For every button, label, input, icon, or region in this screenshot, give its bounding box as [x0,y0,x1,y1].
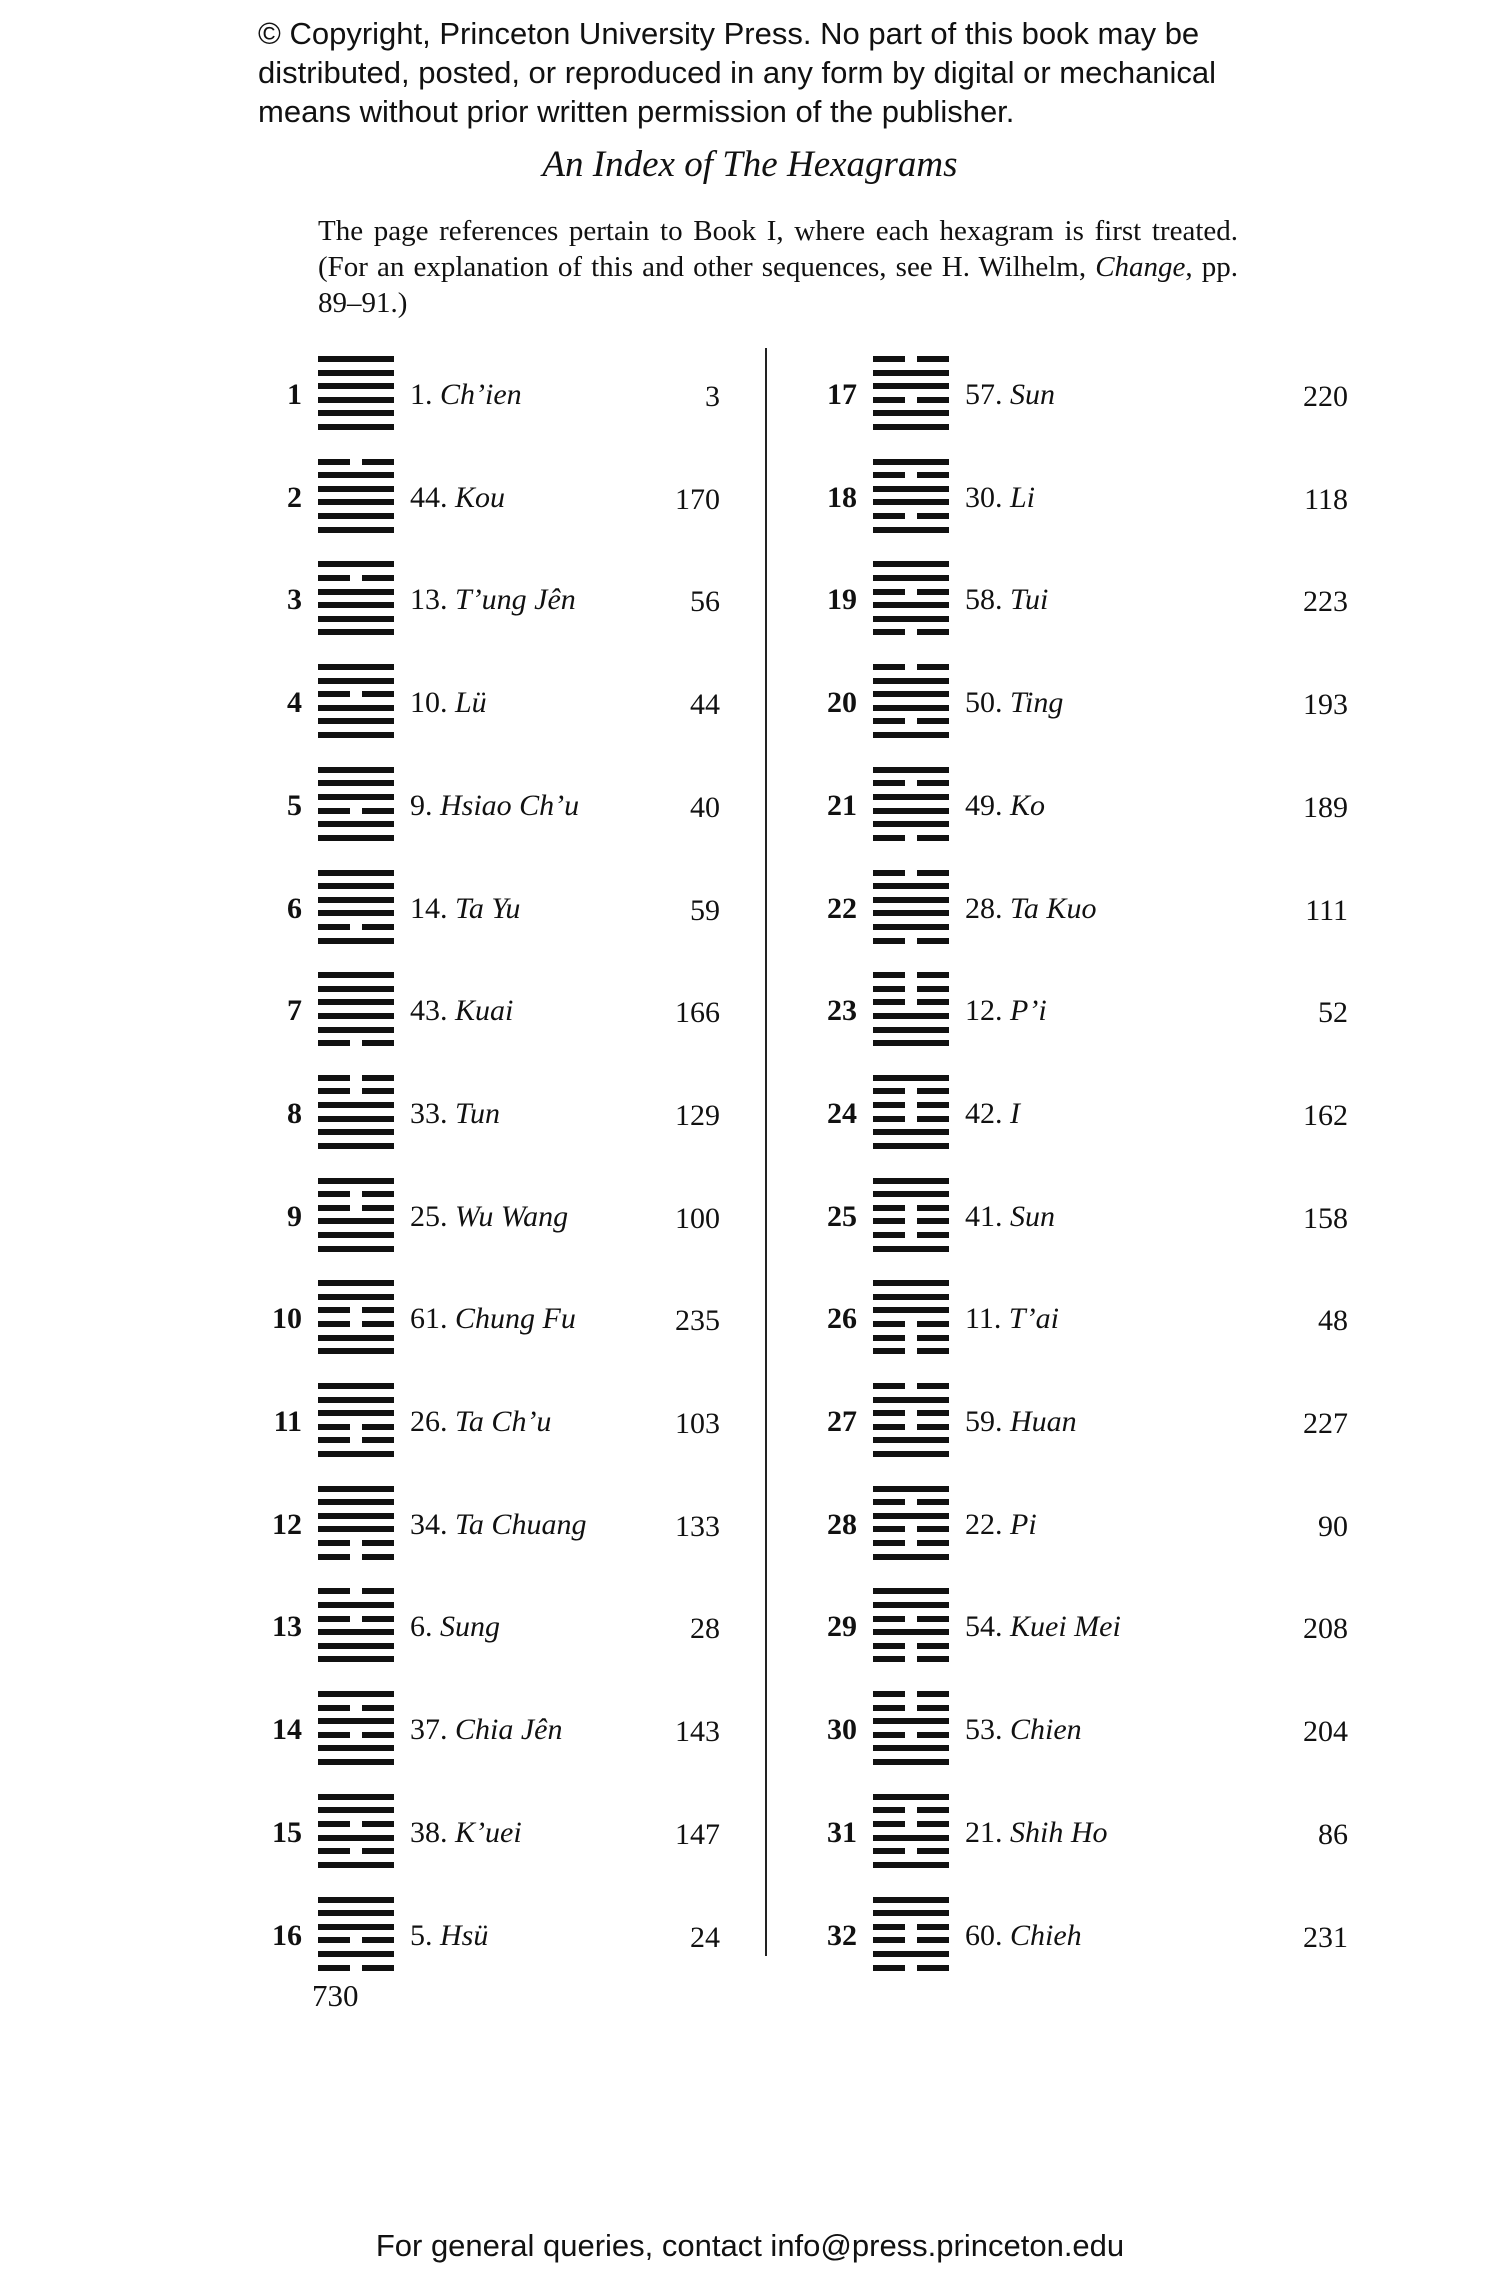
solid-line [873,1951,949,1957]
solid-line [873,1486,949,1492]
broken-line [873,1821,949,1827]
hexagram-icon [873,561,949,635]
solid-line [873,370,949,376]
hexagram-title: Chien [1010,1713,1082,1747]
hexagram-row [0,1788,1500,1878]
page-reference: 133 [675,1509,720,1543]
hexagram-title: Pi [1010,1507,1037,1541]
hexagram-title: Li [1010,480,1036,514]
solid-line [873,486,949,492]
hexagram-icon [873,767,949,841]
hexagram-icon [873,1486,949,1560]
solid-line [873,575,949,581]
hexagram-index: 27 [827,1405,857,1438]
broken-line [873,1965,949,1971]
solid-line [873,1513,949,1519]
solid-line [873,1143,949,1149]
hexagram-title: Ting [1010,686,1064,720]
solid-line [873,794,949,800]
hexagram-icon [873,972,949,1046]
hexagram-name [965,1097,1020,1131]
solid-line [873,1040,949,1046]
solid-line [873,561,949,567]
page-reference: 118 [1304,482,1348,516]
hexagram-title: I [1010,1096,1020,1130]
wilhelm-sequence-number: 26. [410,1405,448,1438]
copyright-line-2: distributed, posted, or reproduced in any form by digital or mechanical [258,55,1217,90]
broken-line [873,1383,949,1389]
hexagram-index: 8 [287,1096,302,1130]
wilhelm-sequence-number: 43. [410,994,448,1028]
page-reference: 189 [1303,790,1348,824]
page-reference: 220 [1303,380,1348,413]
solid-line [873,1129,949,1135]
solid-line [873,1280,949,1286]
solid-line [873,527,949,533]
page-reference: 100 [675,1201,720,1235]
hexagram-name [965,378,1055,412]
wilhelm-sequence-number: 49. [965,788,1003,822]
hexagram-index: 15 [272,1815,302,1849]
broken-line [873,1424,949,1430]
hexagram-index: 30 [827,1713,857,1747]
page-reference: 204 [1303,1715,1348,1749]
hexagram-title: Sung [440,1610,500,1644]
solid-line [873,1246,949,1252]
hexagram-title: Sun [1010,1199,1055,1233]
broken-line [873,1348,949,1354]
solid-line [873,691,949,697]
solid-line [873,616,949,622]
broken-line [873,397,949,403]
page-reference: 231 [1303,1920,1348,1954]
hexagram-index: 10 [272,1302,302,1336]
solid-line [873,897,949,903]
wilhelm-sequence-number: 10. [410,686,448,720]
hexagram-index: 18 [827,480,857,514]
hexagram-name [965,1919,1082,1953]
page-reference: 162 [1303,1098,1348,1132]
hexagram-icon [873,1383,949,1457]
page-reference: 48 [1318,1304,1348,1338]
hexagram-title: Tun [455,1096,501,1130]
hexagram-title: Ch’ien [440,378,522,411]
broken-line [873,1232,949,1238]
page-reference: 59 [690,893,720,927]
broken-line [873,1321,949,1327]
hexagram-name [965,583,1048,617]
broken-line [873,1116,949,1122]
hexagram-title: K’uei [455,1815,522,1849]
page-reference: 147 [675,1817,720,1851]
page-title: An Index of The Hexagrams [542,144,958,185]
page-reference: 227 [1303,1407,1348,1440]
broken-line [873,1732,949,1738]
solid-line [873,1759,949,1765]
broken-line [873,513,949,519]
page-reference: 193 [1303,688,1348,722]
wilhelm-sequence-number: 38. [410,1815,448,1849]
hexagram-title: Ta Chuang [455,1507,587,1541]
hexagram-title: Tui [1010,583,1049,617]
page-reference: 3 [705,380,720,413]
broken-line [873,1410,949,1416]
solid-line [873,705,949,711]
hexagram-index: 9 [287,1199,302,1233]
hexagram-row [0,966,1500,1056]
hexagram-title: Kuai [455,994,514,1028]
broken-line [873,1937,949,1943]
hexagram-index: 31 [827,1815,857,1849]
hexagram-index: 32 [827,1918,857,1952]
hexagram-row [0,1685,1500,1775]
broken-line [873,1335,949,1341]
hexagram-icon [873,1075,949,1149]
hexagram-index: 19 [827,583,857,617]
broken-line [873,1691,949,1697]
broken-line [873,472,949,478]
hexagram-name [965,1302,1059,1336]
hexagram-index: 17 [827,378,857,411]
solid-line [873,1437,949,1443]
hexagram-row [0,1172,1500,1262]
hexagram-title: Wu Wang [455,1199,569,1233]
solid-line [873,883,949,889]
wilhelm-sequence-number: 58. [965,583,1003,617]
page-reference: 40 [690,790,720,824]
hexagram-index: 12 [272,1507,302,1541]
solid-line [873,499,949,505]
hexagram-icon [873,1280,949,1354]
wilhelm-sequence-number: 42. [965,1096,1003,1130]
copyright-line-1: © Copyright, Princeton University Press. No part of this book may be [258,16,1200,51]
wilhelm-sequence-number: 44. [410,480,448,514]
hexagram-title: P’i [1010,994,1047,1028]
page-reference: 44 [690,688,720,722]
solid-line [873,1745,949,1751]
intro-text-1: The page references pertain to Book I, where each hexagram is first treated. (For an explanation of this and other sequences, see H. Wilhelm, [318,215,1238,283]
hexagram-title: Kou [455,480,506,514]
hexagram-name [965,1713,1082,1747]
page-reference: 170 [675,482,720,516]
page-reference: 166 [675,996,720,1030]
hexagram-index: 13 [272,1610,302,1644]
hexagram-title: Chung Fu [455,1302,576,1336]
solid-line [873,1794,949,1800]
hexagram-title: T’ai [1008,1302,1059,1336]
hexagram-title: Ta Ch’u [455,1405,552,1438]
hexagram-name [965,789,1045,823]
hexagram-index: 26 [827,1302,857,1336]
solid-line [873,767,949,773]
wilhelm-sequence-number: 33. [410,1096,448,1130]
intro-italic: Change [1095,251,1186,283]
solid-line [873,910,949,916]
wilhelm-sequence-number: 6. [410,1610,433,1644]
hexagram-index: 1 [287,378,302,411]
hexagram-index: 4 [287,686,302,720]
hexagram-title: Sun [1010,378,1055,411]
hexagram-index: 5 [287,788,302,822]
intro-paragraph [318,213,1238,321]
broken-line [873,1218,949,1224]
footer-contact: For general queries, contact info@press.princeton.edu [375,2228,1125,2263]
broken-line [873,986,949,992]
broken-line [873,835,949,841]
hexagram-row [0,1377,1500,1467]
wilhelm-sequence-number: 54. [965,1610,1003,1644]
hexagram-title: Hsiao Ch’u [440,788,580,822]
hexagram-name [965,1405,1077,1439]
hexagram-name [965,1508,1037,1542]
hexagram-title: Ta Yu [455,891,521,925]
hexagram-icon [873,664,949,738]
hexagram-name [965,994,1047,1028]
hexagram-title: T’ung Jên [455,583,576,617]
solid-line [873,1862,949,1868]
solid-line [873,424,949,430]
solid-line [873,1294,949,1300]
wilhelm-sequence-number: 30. [965,480,1003,514]
hexagram-index: 28 [827,1507,857,1541]
wilhelm-sequence-number: 9. [410,788,433,822]
wilhelm-sequence-number: 11. [965,1302,1002,1336]
solid-line [873,1602,949,1608]
page-reference: 223 [1303,585,1348,619]
broken-line [873,972,949,978]
hexagram-index: 29 [827,1610,857,1644]
hexagram-row [0,761,1500,851]
broken-line [873,1540,949,1546]
solid-line [873,924,949,930]
page-reference: 129 [675,1098,720,1132]
broken-line [873,1088,949,1094]
hexagram-row [0,1891,1500,1981]
broken-line [873,1616,949,1622]
hexagram-icon [873,356,949,430]
broken-line [873,1807,949,1813]
page-reference: 86 [1318,1817,1348,1851]
hexagram-row [0,658,1500,748]
solid-line [873,1027,949,1033]
hexagram-title: Ko [1010,788,1046,822]
solid-line [873,1897,949,1903]
broken-line [873,1924,949,1930]
solid-line [873,1075,949,1081]
hexagram-icon [873,1588,949,1662]
page-reference: 158 [1303,1201,1348,1235]
wilhelm-sequence-number: 53. [965,1713,1003,1747]
broken-line [873,1643,949,1649]
solid-line [873,602,949,608]
solid-line [873,1718,949,1724]
solid-line [873,821,949,827]
hexagram-name [965,1200,1055,1234]
broken-line [873,589,949,595]
wilhelm-sequence-number: 22. [965,1507,1003,1541]
hexagram-index: 21 [827,788,857,822]
wilhelm-sequence-number: 1. [410,378,433,411]
hexagram-title: Chia Jên [455,1713,563,1747]
solid-line [873,383,949,389]
hexagram-icon [873,1691,949,1765]
hexagram-index: 11 [273,1405,302,1438]
hexagram-row [0,350,1500,440]
broken-line [873,780,949,786]
solid-line [873,732,949,738]
hexagram-index: 7 [287,994,302,1028]
solid-line [873,678,949,684]
wilhelm-sequence-number: 28. [965,891,1003,925]
wilhelm-sequence-number: 37. [410,1713,448,1747]
hexagram-icon [873,459,949,533]
hexagram-name [965,1816,1108,1850]
hexagram-index: 16 [272,1918,302,1952]
solid-line [873,1629,949,1635]
hexagram-index: 3 [287,583,302,617]
broken-line [873,1848,949,1854]
hexagram-title: Hsü [440,1918,489,1952]
hexagram-name [965,686,1063,720]
hexagram-index: 20 [827,686,857,720]
wilhelm-sequence-number: 21. [965,1815,1003,1849]
hexagram-index: 23 [827,994,857,1028]
broken-line [873,1656,949,1662]
solid-line [873,1588,949,1594]
wilhelm-sequence-number: 25. [410,1199,448,1233]
solid-line [873,1191,949,1197]
wilhelm-sequence-number: 5. [410,1918,433,1952]
broken-line [873,1102,949,1108]
hexagram-index: 24 [827,1096,857,1130]
page-reference: 24 [690,1920,720,1954]
hexagram-icon [873,870,949,944]
hexagram-row [0,1480,1500,1570]
solid-line [873,1307,949,1313]
page-reference: 208 [1303,1612,1348,1646]
wilhelm-sequence-number: 34. [410,1507,448,1541]
broken-line [873,1499,949,1505]
hexagram-name [965,481,1035,515]
broken-line [873,629,949,635]
hexagram-row [0,453,1500,543]
hexagram-row [0,1582,1500,1672]
wilhelm-sequence-number: 14. [410,891,448,925]
hexagram-row [0,1069,1500,1159]
hexagram-title: Ta Kuo [1010,891,1097,925]
solid-line [873,1910,949,1916]
broken-line [873,1205,949,1211]
page-reference: 235 [675,1304,720,1338]
hexagram-index: 6 [287,891,302,925]
hexagram-index: 14 [272,1713,302,1747]
page-number: 730 [312,1978,359,2013]
hexagram-title: Chieh [1010,1918,1082,1952]
hexagram-icon [873,1178,949,1252]
page-reference: 111 [1305,893,1348,927]
wilhelm-sequence-number: 13. [410,583,448,617]
hexagram-title: Kuei Mei [1010,1610,1121,1644]
intro-text-2: , pp. 89–91.) [318,251,1238,319]
solid-line [873,1835,949,1841]
hexagram-name [965,1610,1121,1644]
broken-line [873,664,949,670]
hexagram-row [0,1274,1500,1364]
solid-line [873,1178,949,1184]
broken-line [873,356,949,362]
hexagram-row [0,555,1500,645]
hexagram-index: 2 [287,480,302,514]
page-reference: 52 [1318,996,1348,1030]
page-reference: 28 [690,1612,720,1646]
wilhelm-sequence-number: 60. [965,1918,1003,1952]
copyright-notice [258,14,1358,131]
wilhelm-sequence-number: 12. [965,994,1003,1028]
wilhelm-sequence-number: 59. [965,1405,1003,1438]
copyright-line-3: means without prior written permission of the publisher. [258,94,1015,129]
solid-line [873,1397,949,1403]
hexagram-title: Shih Ho [1010,1815,1108,1849]
page-reference: 90 [1318,1509,1348,1543]
hexagram-index: 25 [827,1199,857,1233]
solid-line [873,410,949,416]
page-reference: 103 [675,1407,720,1440]
hexagram-icon [873,1897,949,1971]
broken-line [873,999,949,1005]
wilhelm-sequence-number: 50. [965,686,1003,720]
wilhelm-sequence-number: 61. [410,1302,448,1336]
solid-line [873,459,949,465]
hexagram-title: Huan [1010,1405,1077,1438]
broken-line [873,870,949,876]
hexagram-name [965,892,1096,926]
broken-line [873,938,949,944]
wilhelm-sequence-number: 41. [965,1199,1003,1233]
hexagram-index: 22 [827,891,857,925]
solid-line [873,808,949,814]
broken-line [873,1526,949,1532]
hexagram-icon [873,1794,949,1868]
hexagram-title: Lü [455,686,487,720]
broken-line [873,1705,949,1711]
wilhelm-sequence-number: 57. [965,378,1003,411]
solid-line [873,1451,949,1457]
solid-line [873,1013,949,1019]
broken-line [873,718,949,724]
solid-line [873,1554,949,1560]
page-reference: 56 [690,585,720,619]
hexagram-row [0,864,1500,954]
page-reference: 143 [675,1715,720,1749]
